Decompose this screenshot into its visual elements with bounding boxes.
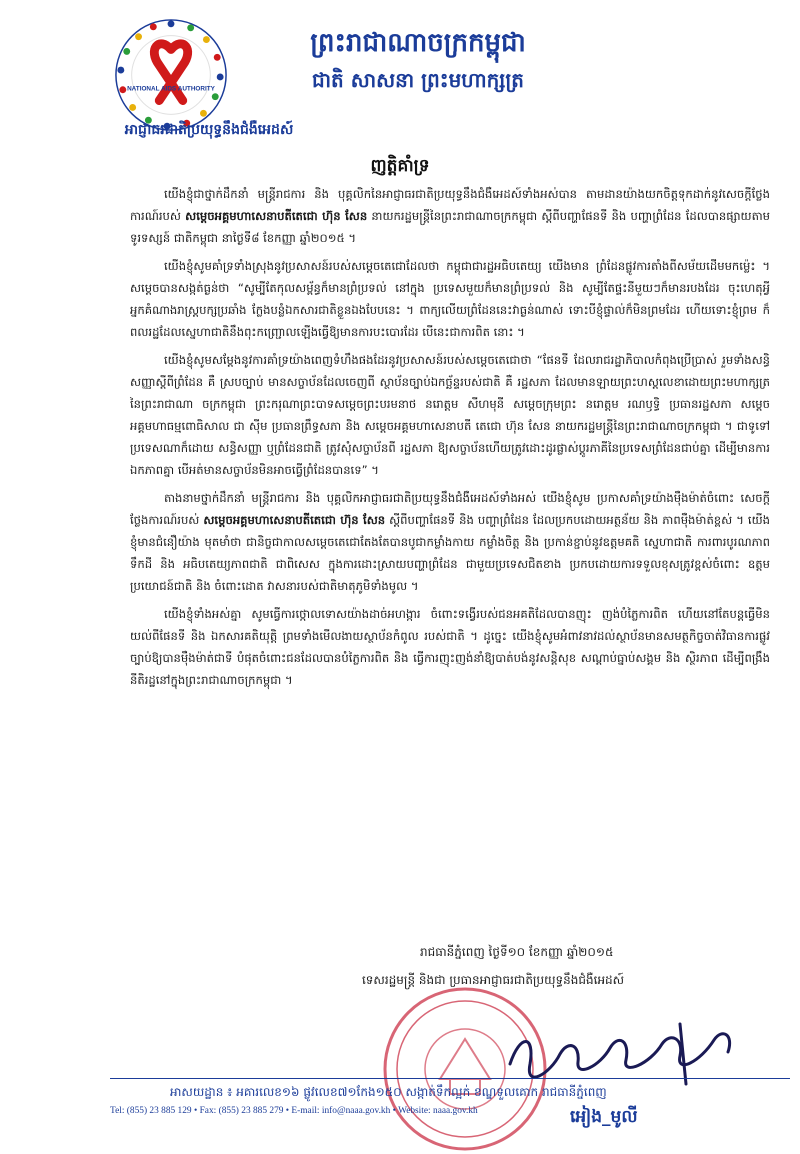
paragraph-2 xyxy=(130,255,770,343)
paragraph-4 xyxy=(130,487,770,597)
footer-address: អាសយដ្ឋាន ៖ អគារលេខ១៦ ផ្លូវលេខ៧១កែង១៥០ សង្កាត់ទឹកល្អក់ ខណ្ឌទួលគោក រាជធានីភ្នំពេញ xyxy=(170,1085,607,1099)
paragraph-emphasis: សម្តេចអគ្គមហាសេនាបតីតេជោ ហ៊ុន សែន xyxy=(203,513,386,527)
paragraph-1 xyxy=(130,183,770,249)
document-title: ញត្តិគាំទ្រ xyxy=(370,156,430,176)
paragraph-text: យើងខ្ញុំទាំងអស់គ្នា សូមធ្វើការថ្កោលទោសយ៉ាងដាច់អហង្ការ ចំពោះទង្វើរបស់ជនអគតិដែលបានញុះ ញង់បំភ្លៃការពិត ហើយនៅតែបន្តធ្វើមិនយល់ពីផែនទី និង ឯកសារគតិយុត្តិ ព្រមទាំងមើលងាយស្ថាប័នកំពូល របស់ជាតិ ។ ដូច្នេះ យើងខ្ញុំសូមអំពាវនាវដល់ស្ថាប័នមានសមត្ថកិច្ចចាត់វិធានការផ្លូវច្បាប់ឱ្យបានមុឺងម៉ាត់ជាទី បំផុតចំពោះជនដែលបានបំភ្លៃការពិត និង ធ្វើការញុះញង់នាំឱ្យបាត់បង់នូវសន្តិសុខ សណ្តាប់ធ្នាប់សង្គម និង ស្ថិរភាព ដើម្បីពង្រឹងនីតិរដ្ឋនៅក្នុងព្រះរាជាណាចក្រកម្ពុជា ។ xyxy=(130,607,770,687)
authority-name: អាជ្ញាធរជាតិប្រយុទ្ធនឹងជំងឺអេដស៍ xyxy=(124,122,294,138)
footer-contact: Tel: (855) 23 885 129 • Fax: (855) 23 885 279 • E-mail: info@naaa.gov.kh • Website: naaa.gov.kh xyxy=(110,1106,478,1116)
national-motto: ជាតិ សាសនា ព្រះមហាក្សត្រ xyxy=(312,68,524,92)
paragraph-text: នាយករដ្ឋមន្ត្រីនៃព្រះរាជាណាចក្រកម្ពុជា ស្តីពីបញ្ហាផែនទី និង បញ្ហាព្រំដែន ដែលបានផ្សាយតាមទូរទស្សន៍ ជាតិកម្ពុជា នាថ្ងៃទី៨ ខែកញ្ញា ឆ្នាំ២០១៥ ។ xyxy=(130,209,770,245)
paragraph-emphasis: សម្តេចអគ្គមហាសេនាបតីតេជោ ហ៊ុន សែន xyxy=(185,209,368,223)
paragraph-text: ស្តីពីបញ្ហាផែនទី និង បញ្ហាព្រំដែន ដែលប្រកបដោយអត្ថន័យ និង ភាពម៉ឺងម៉ាត់ខ្ពស់ ។ យើងខ្ញុំមានជំនឿយ៉ាង មុតមាំថា ជានិច្ចជាកាលសម្តេចតេជោតែងតែបានបូជាកម្លាំងកាយ កម្លាំងចិត្ត និង ប្រកាន់ខ្ជាប់នូវឧត្តមគតិ ស្នេហាជាតិ ការពារបូរណភាពទឹកដី និង អធិបតេយ្យភាពជាតិ ជាពិសេស ក្នុងការដោះស្រាយបញ្ហាព្រំដែន ជាមួយប្រទេសជិតខាង ប្រកបដោយការទទួលខុសត្រូវខ្ពស់ចំពោះ ឧត្តមប្រយោជន៍ជាតិ និង ចំពោះដោត វាសនារបស់ជាតិមាតុភូមិទាំងមូល ។ xyxy=(130,513,770,593)
signatory-name: អៀង_មូលី xyxy=(570,1107,638,1127)
logo-ring-text: NATIONAL AIDS AUTHORITY xyxy=(127,85,215,93)
signature-date: រាជធានីភ្នំពេញ ថ្ងៃទី១០ ខែកញ្ញា ឆ្នាំ២០១៥ xyxy=(420,945,614,959)
naa-logo-icon xyxy=(112,16,230,134)
letter-footer xyxy=(110,1078,790,1116)
paragraph-5 xyxy=(130,603,770,691)
paragraph-text: តាងនាមថ្នាក់ដឹកនាំ មន្ត្រីរាជការ និង បុគ្គលិកអាជ្ញាធរជាតិប្រយុទ្ធនឹងជំងឺអេដស៍ទាំងអស់ យើងខ្ញុំសូម ប្រកាសគាំទ្រយ៉ាងមុឺងម៉ាត់ចំពោះ សេចក្តីថ្លែងការណ៍របស់ xyxy=(130,491,770,527)
paragraph-text: យើងខ្ញុំជាថ្នាក់ដឹកនាំ មន្ត្រីរាជការ និង បុគ្គលិកនៃអាជ្ញាធរជាតិប្រយុទ្ធនឹងជំងឺអេដស៍ទាំងអស់បាន តាមដានយ៉ាងយកចិត្តទុកដាក់នូវសេចក្តីថ្លែងការណ៍របស់ xyxy=(130,187,770,223)
paragraph-text: យើងខ្ញុំសូមគាំទ្រទាំងស្រុងនូវប្រសាសន៍របស់សម្តេចតេជោដែលថា កម្ពុជាជារដ្ឋអធិបតេយ្យ យើងមាន ព្រំដែនផ្លូវការតាំងពីសម័យដើមមកម្ល៉េះ ។ សម្តេចបានសង្កត់ធ្ងន់ថា “សូម្បីតែកុលសម្ព័ន្ធក៏មានព្រំប្រទល់ នៅក្នុង ប្រទេសមួយក៏មានព្រំប្រទល់ និង សូម្បីតែផ្ទះនីមួយៗក៏មានរបងដែរ ចុះហេតុអ្វីអ្នកគំណាងរាស្ត្របក្សប្រឆាំង ក្លែងបន្លំឯកសារជាតិខ្លួនឯងបែបនេះ ។ ពាក្យលើយព្រំដែននេះវាធ្ងន់ណាស់ ទោះបីខ្ញុំផ្ទាល់ក៏មិនព្រមដែរ ហើយទោះខ្ញុំព្រម ក៏ពលរដ្ឋដែលស្នេហាជាតិនឹងពុះកញ្ជ្រោលឡើងធ្វើឱ្យមានការបះបោរដែរ បើនេះជាការពិត នោះ ។ xyxy=(130,259,770,339)
kingdom-heading: ព្រះរាជាណាចក្រកម្ពុជា xyxy=(310,28,526,58)
paragraph-3 xyxy=(130,349,770,481)
paragraph-text: យើងខ្ញុំសូមសម្តែងនូវការគាំទ្រយ៉ាងពេញទំហឹងផងដែរនូវប្រសាសន៍របស់សម្តេចតេជោថា “ផែនទី ដែលរាជរដ្ឋាភិបាលកំពុងប្រើប្រាស់ រួមទាំងសន្ធិសញ្ញាស្តីពីព្រំដែន គឺ ស្របច្បាប់ មានសច្ចាប័នដែលចេញពី ស្ថាប័នច្បាប់ឯកច្ឆ័ន្ទរបស់ជាតិ គឺ រដ្ឋសភា ដែលមានឡាយព្រះហស្តលេខាដោយព្រះមហាក្សត្រនៃព្រះរាជាណា ចក្រកម្ពុជា ព្រះករុណាព្រះបាទសម្តេចព្រះបរមនាថ នរោត្តម សីហមុនី សម្តេចក្រុមព្រះ នរោត្តម រណឫទ្ធិ ប្រធានរដ្ឋសភា សម្តេចអគ្គមហាធម្មពោធិសាល ជា ស៊ីម ប្រធានព្រឹទ្ធសភា និង សម្តេចអគ្គមហាសេនាបតី តេជោ ហ៊ុន សែន នាយករដ្ឋមន្ត្រីនៃព្រះរាជាណាចក្រកម្ពុជា ។ ជាទូទៅប្រទេសណាក៏ដោយ សន្ធិសញ្ញា ឬព្រំដែនជាតិ ត្រូវសុំសច្ចាប័នពី រដ្ឋសភា ឱ្យសច្ចាប័នហើយត្រូវដោះដូរផ្លាស់ប្តូរភាគីនៃប្រទេសព្រំដែនជាប់គ្នា ដើម្បីមានការឯកភាពគ្នា បើអត់មានសច្ចាប័នមិនអាចធ្វើព្រំដែនបានទេ” ។ xyxy=(130,353,770,477)
letter-body xyxy=(130,183,770,697)
signatory-title: ទេសរដ្ឋមន្ត្រី និងជា ប្រធានអាជ្ញាធរជាតិប្រយុទ្ធនឹងជំងឺអេដស៍ xyxy=(362,973,625,987)
